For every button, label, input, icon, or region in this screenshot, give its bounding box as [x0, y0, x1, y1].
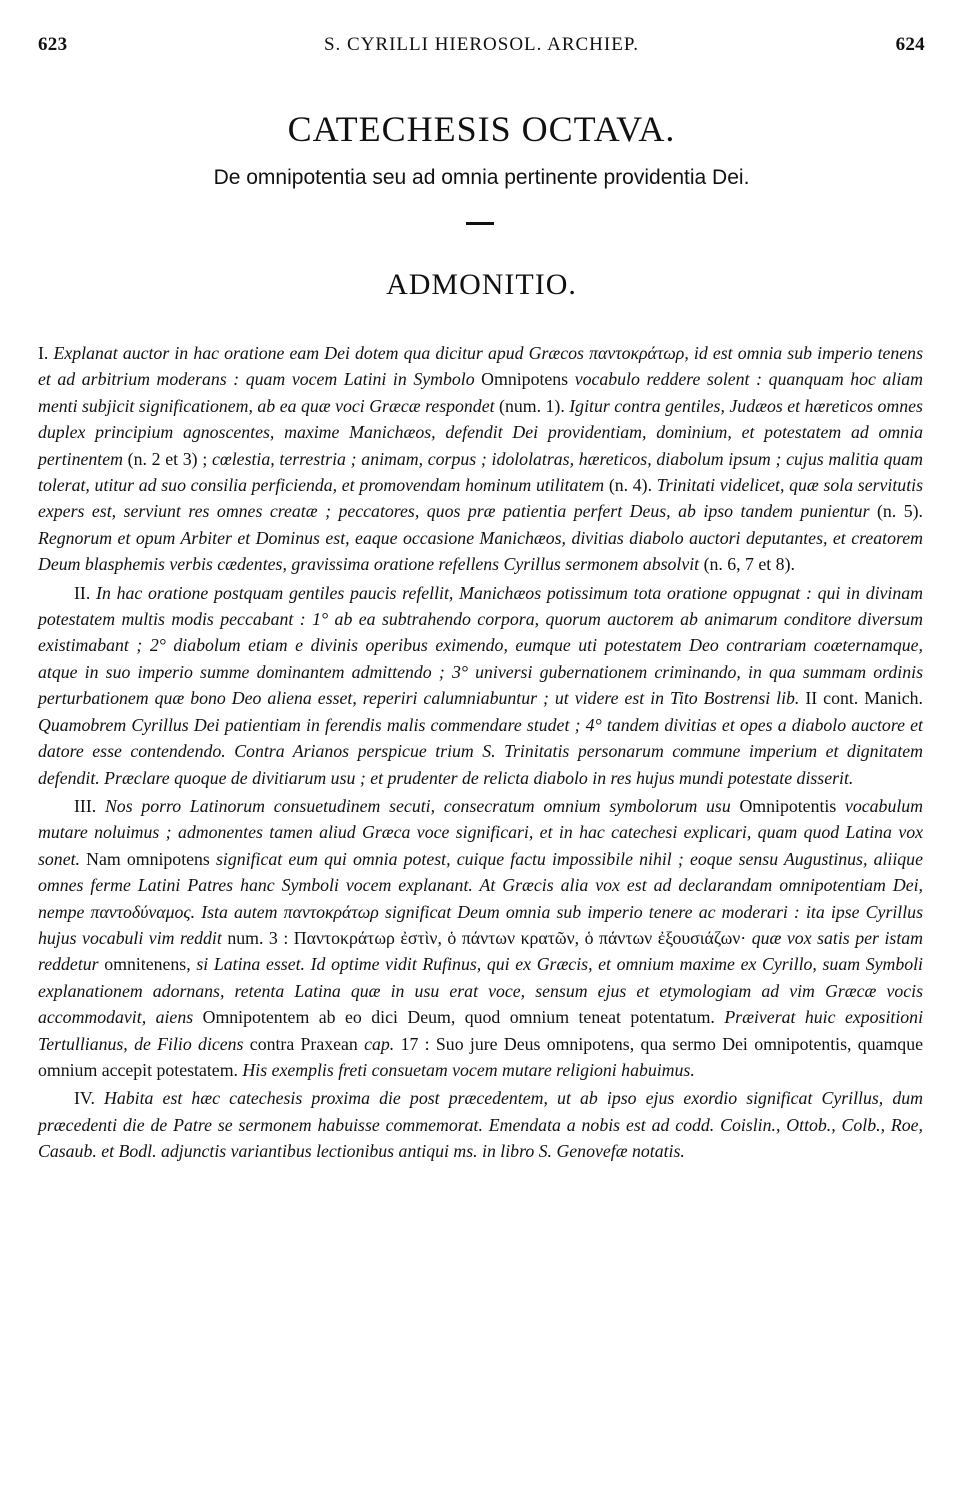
left-page-number: 623 [38, 34, 68, 55]
roman-text: (n. 5). [876, 501, 923, 522]
paragraph [38, 340, 923, 578]
roman-text: (num. 1). [499, 395, 565, 416]
italic-text: Explanat auctor in hac oratione eam Dei dotem qua dicitur apud Græcos παντοκράτωρ, id est omnia sub imperio tenens et ad arbitrium moderans : quam vocem Latini in Symbolo [38, 343, 923, 390]
roman-text: Omnipotentem ab eo dici Deum, quod omnium teneat potentatum. [202, 1007, 715, 1028]
paragraph-number: III. [74, 795, 97, 816]
paragraph [38, 793, 923, 1083]
page-subtitle: De omnipotentia seu ad omnia pertinente providentia Dei. [213, 166, 750, 189]
roman-text: omnitenens, [104, 954, 191, 975]
italic-text: Trinitati videlicet, quæ sola servitutis expers est, serviunt res omnes creatæ ; peccatores, quos præ patientia perfert Deus, ab ipso tandem punientur [38, 475, 923, 522]
roman-text: num. 3 : Παντοκράτωρ ἐστὶν, ὁ πάντων κρατῶν, ὁ πάντων ἐξουσιάζων· [227, 927, 747, 948]
running-title: S. CYRILLI HIEROSOL. ARCHIEP. [323, 34, 640, 55]
running-head [38, 34, 925, 56]
roman-text: Nam omnipotens [86, 848, 210, 869]
paragraph-number: I. [38, 343, 49, 363]
italic-text: Præiverat huic expositioni Tertullianus, de Filio dicens [38, 1007, 924, 1054]
paragraph [38, 580, 923, 791]
roman-text: (n. 6, 7 et 8). [703, 554, 795, 575]
paragraph-number: II. [74, 582, 91, 603]
italic-text: si Latina esset. Id optime vidit Rufinus, qui ex Græcis, et omnium maxime ex Cyrillo, suam Symboli explanationem adornans, retenta Latina quæ in usu erat voce, sensum ejus et etymologiam ad vim Græcæ vocis accommodavit, aiens [38, 954, 923, 1028]
roman-text: contra Praxean [249, 1033, 358, 1054]
italic-text: vocabulum mutare noluimus ; admonentes tamen aliud Græca voce significari, et in hac catechesi explicari, quam quod Latina vox sonet. [38, 795, 924, 869]
italic-text: Regnorum et opum Arbiter et Dominus est, eaque occasione Manichæos, divitias diabolo auctori deputantes, et creatorem Deum blasphemis verbis cædentes, gravissima oratione refellens Cyrillus sermonem absolvit [38, 527, 923, 575]
italic-text: Habita est hæc catechesis proxima die post præcedentem, ut ab ipso ejus exordio significat Cyrillus, dum præcedenti die de Patre se sermonem habuisse commemorat. Emendata a nobis est ad codd. Coislin., Ottob., Colb., Roe, Casaub. et Bodl. adjunctis variantibus lectionibus antiqui ms. in libro S. Genovefæ notatis. [38, 1088, 923, 1162]
section-title: ADMONITIO. [386, 268, 577, 301]
italic-text: Nos porro Latinorum consuetudinem secuti, consecratum omnium symbolorum usu [96, 795, 740, 816]
admonitio-body [38, 340, 923, 1167]
italic-text: cœlestia, terrestria ; animam, corpus ; idololatras, hæreticos, diabolum ipsum ; cujus malitia quam tolerat, utitur ad suo consilia perficienda, et promovendam hominum utilitatem [38, 448, 923, 496]
italic-text: Igitur contra gentiles, Judæos et hæreticos omnes duplex principium agnoscentes, maxime Manichæos, defendit Dei providentiam, dominium, et potestatem ad omnia pertinentem [38, 395, 923, 469]
roman-text: Omnipotens [481, 369, 569, 390]
italic-text: His exemplis freti consuetam vocem mutare religioni habuimus. [237, 1059, 695, 1080]
roman-text: Omnipotentis [739, 795, 837, 816]
italic-text: quæ vox satis per istam reddetur [38, 927, 924, 975]
roman-text: (n. 2 et 3) ; [127, 448, 208, 469]
roman-text: II cont. Manich. [805, 688, 923, 709]
page-title: CATECHESIS OCTAVA. [287, 109, 676, 149]
right-page-number: 624 [895, 34, 925, 55]
roman-text: (n. 4). [608, 475, 653, 496]
italic-text: In hac oratione postquam gentiles paucis refellit, Manichæos potissimum tota oratione oppugnat : qui in divinam potestatem multis modis peccabant : 1° ab ea subtrahendo corpora, quorum auctorem ab animarum conditore diversum existimabant ; 2° diabolum etiam e divinis operibus eximendo, eumque uti potestatem Deo contrariam coæternamque, atque in suo imperio summe dominantem admittendo ; 3° universi gubernationem criminando, in qua summam ordinis perturbationem quæ bono Deo aliena esset, reperiri calumniabuntur ; ut videre est in Tito Bostrensi lib. [38, 582, 923, 709]
paragraph-number: IV. [74, 1088, 95, 1109]
italic-text: Quamobrem Cyrillus Dei patientiam in ferendis malis commendare studet ; 4° tandem divitias et opes a diabolo auctore et datore esse contendendo. Contra Arianos perspicue trium S. Trinitatis personarum commune imperium et dignitatem defendit. Præclare quoque de divitiarum usu ; et prudenter de relicta diabolo in res hujus mundi potestate disserit. [38, 714, 923, 788]
title-divider [466, 222, 494, 225]
italic-text: significat eum qui omnia potest, cuique factu impossibile nihil ; eoque sensu Augustinus, aliique omnes ferme Latini Patres hanc Symboli vocem explanant. At Græcis alia vox est ad declarandam omnipotentiam Dei, nempe παντοδύναμος. Ista autem παντοκράτωρ significat Deum omnia sub imperio tenere ac moderari : ita ipse Cyrillus hujus vocabuli vim reddit [38, 848, 923, 948]
roman-text: 17 : Suo jure Deus omnipotens, qua sermo Dei omnipotentis, quamque omnium accepit potestatem. [38, 1033, 923, 1080]
paragraph [38, 1085, 923, 1164]
italic-text: cap. [357, 1033, 401, 1054]
italic-text: vocabulo reddere solent : quanquam hoc aliam menti subjicit significationem, ab ea quæ voci Græcæ respondet [38, 369, 923, 416]
